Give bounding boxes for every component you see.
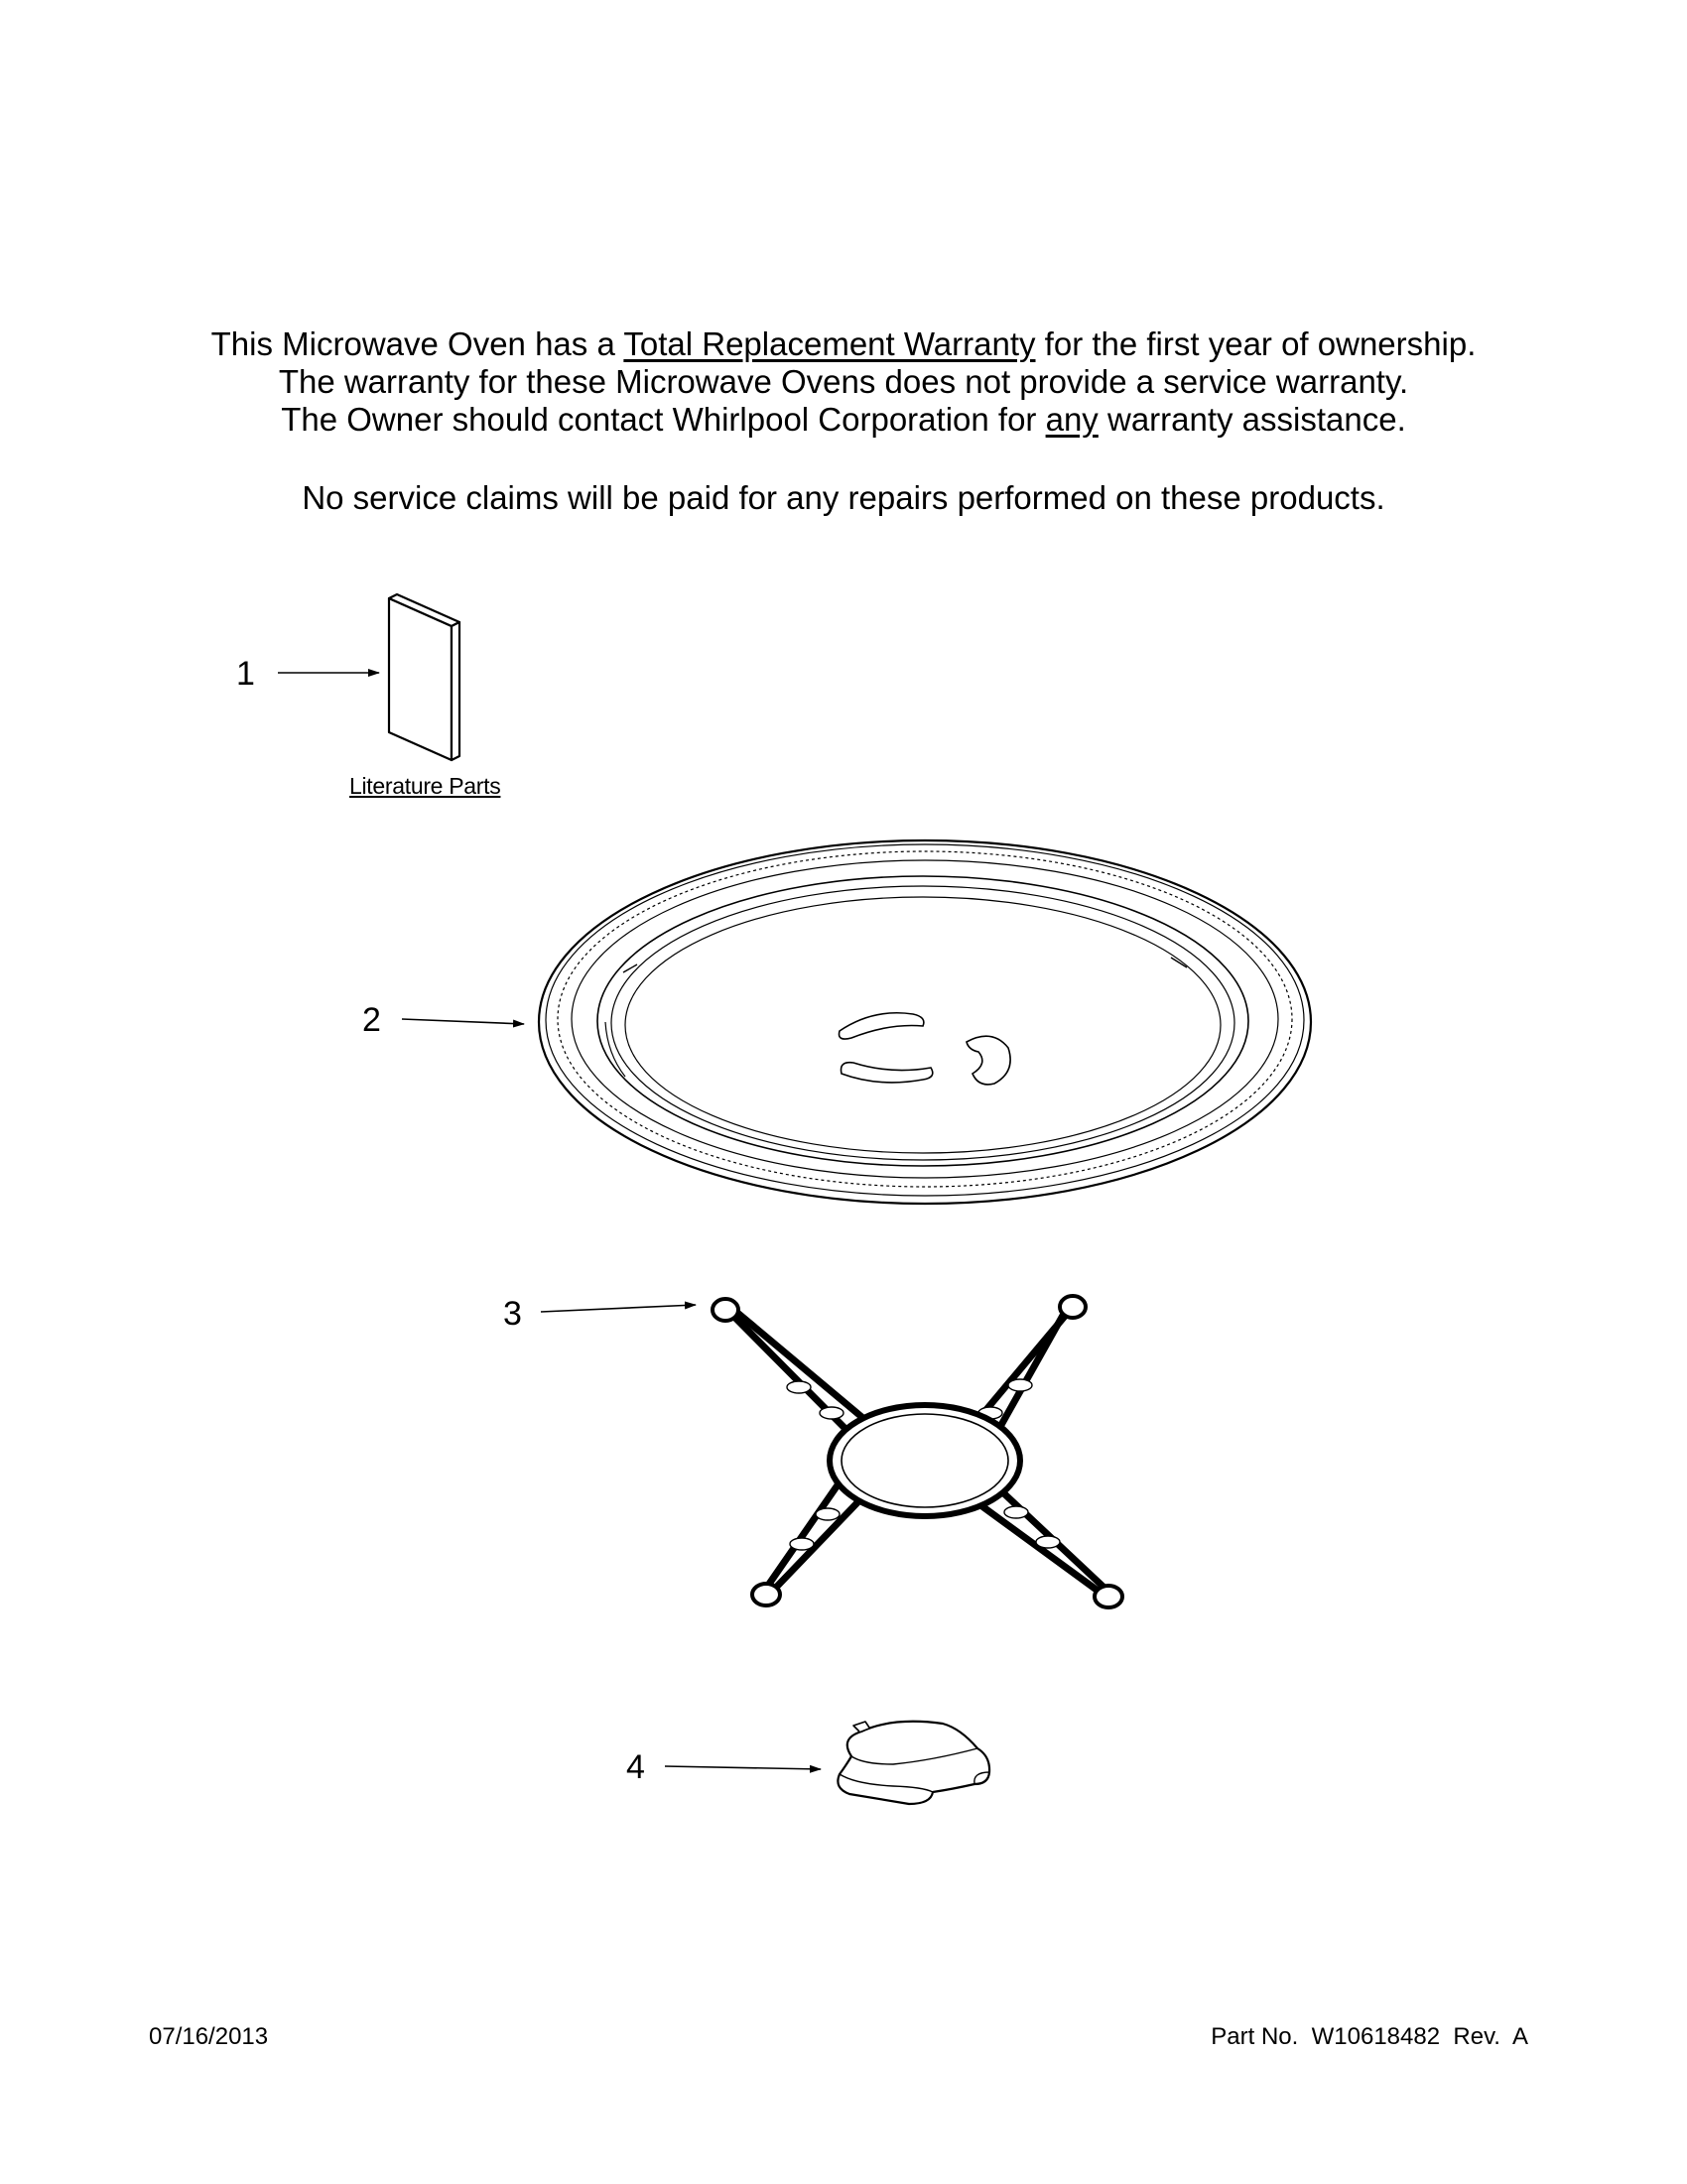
- warranty-type-underlined: Total Replacement Warranty: [623, 325, 1036, 362]
- literature-parts-label: Literature Parts: [349, 773, 501, 799]
- roller-support-icon: [713, 1296, 1122, 1607]
- callout-arrow-3: [541, 1305, 696, 1312]
- turntable-hub-icon: [838, 1722, 989, 1804]
- warranty-notice-line-1: This Microwave Oven has a Total Replacement Warranty for the first year of ownership.: [210, 325, 1477, 362]
- footer-part-number: Part No. W10618482 Rev. A: [1211, 2023, 1528, 2050]
- warranty-notice-line-3: The Owner should contact Whirlpool Corporation for any warranty assistance.: [281, 401, 1406, 438]
- callout-number-1: 1: [236, 655, 255, 693]
- callout-number-3: 3: [503, 1295, 522, 1333]
- warranty-notice-line-2: The warranty for these Microwave Ovens does not provide a service warranty.: [278, 363, 1409, 400]
- service-claims-notice: No service claims will be paid for any repairs performed on these products.: [302, 479, 1385, 516]
- literature-booklet-icon: [389, 594, 459, 760]
- callout-arrow-2: [402, 1019, 524, 1024]
- turntable-tray-icon: [539, 840, 1311, 1204]
- callout-number-4: 4: [626, 1748, 645, 1786]
- tray-center-coupling-icon: [840, 1013, 1011, 1085]
- callout-arrow-4: [665, 1766, 821, 1769]
- callout-number-2: 2: [362, 1001, 381, 1039]
- footer-date: 07/16/2013: [149, 2023, 269, 2050]
- any-underlined: any: [1045, 401, 1099, 438]
